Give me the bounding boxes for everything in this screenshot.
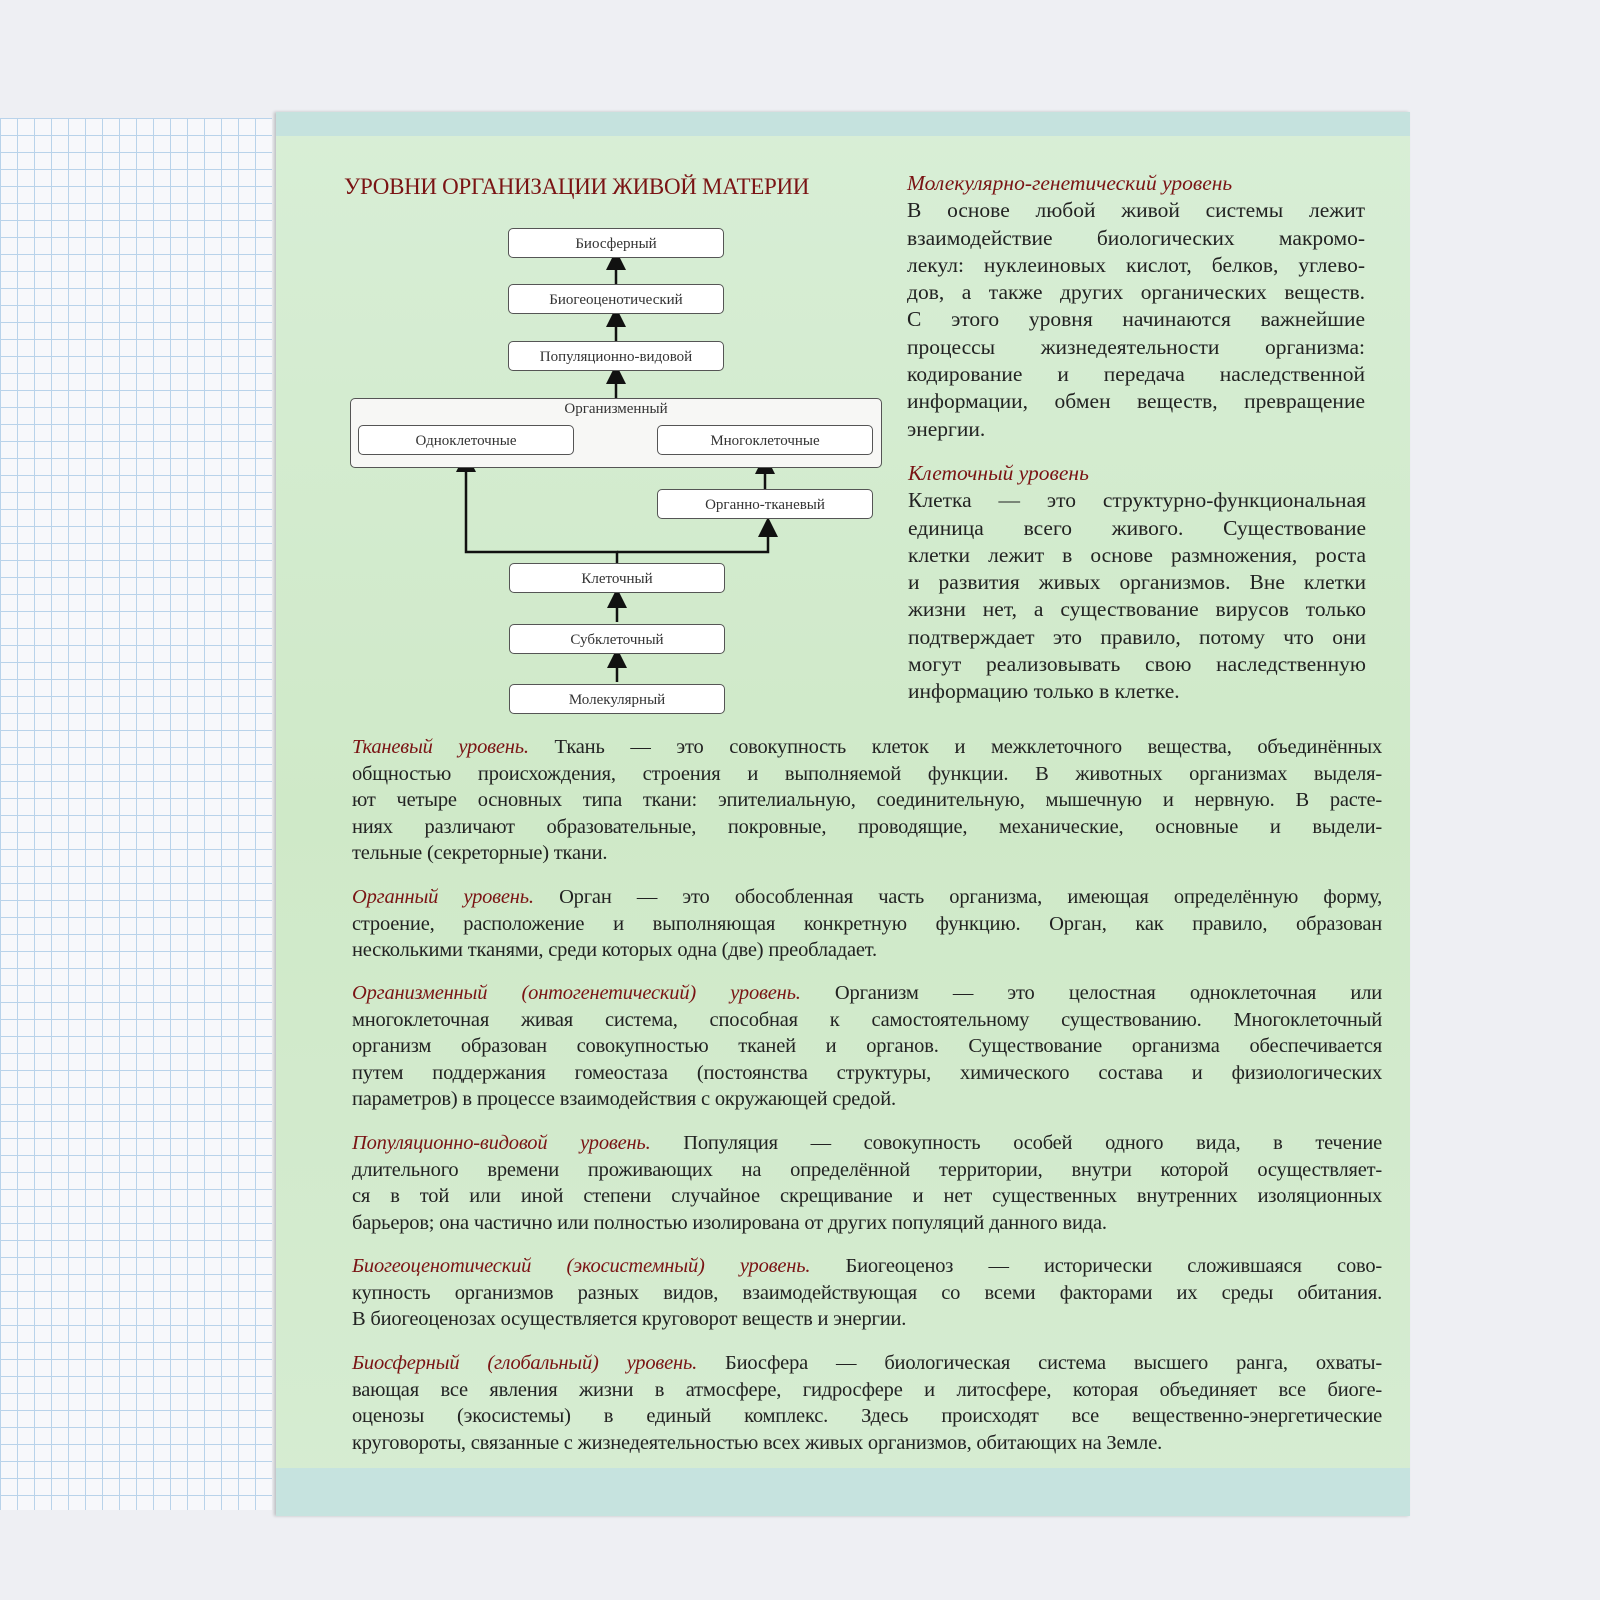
line-text: ся в той или иной степени случайное скрещивание и нет существенных внутренних изоляционных (352, 1185, 1382, 1207)
line-text: Биогеоценоз — исторически сложившаяся сово- (810, 1255, 1383, 1277)
line-text: ют четыре основных типа ткани: эпителиальную, соединительную, мышечную и нервную. В расте- (352, 789, 1382, 811)
text-line (352, 1210, 1382, 1237)
text-line (352, 1280, 1382, 1307)
text-line: В основе любой живой системы лежит (907, 198, 1365, 223)
level-cellular: Клеточный (509, 563, 725, 593)
text-line: лекул: нуклеиновых кислот, белков, углево- (907, 252, 1365, 277)
section-biosphere (352, 1350, 1382, 1456)
line-text: тельные (секреторные) ткани. (352, 842, 608, 864)
section-population (352, 1130, 1382, 1236)
section-organ (352, 884, 1382, 964)
line-text: вающая все явления жизни в атмосфере, гидросфере и литосфере, которая объединяет все биоге- (352, 1378, 1382, 1401)
text-line (352, 911, 1382, 938)
line-text: оценозы (экосистемы) в единый комплекс. Здесь происходят все вещественно-энергетические (352, 1405, 1382, 1427)
line-text: В биогеоценозах осуществляется круговорот веществ и энергии. (352, 1308, 907, 1330)
level-molecular: Молекулярный (509, 684, 725, 714)
line-text: строение, расположение и выполняющая конкретную функцию. Орган, как правило, образован (352, 912, 1382, 935)
text-line (352, 787, 1382, 814)
text-line: и развития живых организмов. Вне клетки (908, 570, 1366, 595)
section-molecular-genetic (907, 170, 1365, 443)
line-text: длительного времени проживающих на определённой территории, внутри которой осуществляет- (352, 1158, 1382, 1181)
text-line (352, 761, 1382, 788)
section-tissue (352, 734, 1382, 867)
text-line: информацию только в клетке. (908, 679, 1180, 704)
text-line (352, 1183, 1382, 1210)
text-line: клетки лежит в основе размножения, роста (908, 542, 1366, 567)
level-population: Популяционно-видовой (508, 341, 724, 371)
text-line (352, 1403, 1382, 1430)
text-line (352, 1430, 1382, 1457)
level-subcellular: Субклеточный (509, 624, 725, 654)
level-organ-tissue: Органно-тканевый (657, 489, 873, 519)
section-cellular (908, 460, 1366, 706)
line-text: многоклеточная живая система, способная к самостоятельному существованию. Многоклеточный (352, 1008, 1382, 1031)
line-text: ниях различают образовательные, покровные, проводящие, механические, основные и выдели- (352, 815, 1382, 838)
section-heading: Организменный (онтогенетический) уровень. (352, 982, 801, 1004)
line-text: общностью происхождения, строения и выполняемой функции. В животных организмах выделя- (352, 762, 1382, 785)
level-biogeocenotic: Биогеоценотический (508, 284, 724, 314)
line-text: барьеров; она частично или полностью изолирована от других популяций данного вида. (352, 1211, 1107, 1234)
section-heading: Молекулярно-генетический уровень (907, 171, 1233, 195)
line-text: Орган — это обособленная часть организма, имеющая определённую форму, (533, 886, 1382, 908)
line-text: Ткань — это совокупность клеток и межклеточного вещества, объединённых (528, 736, 1382, 758)
text-line (352, 734, 1382, 761)
line-text: Организм — это целостная одноклеточная или (800, 982, 1382, 1004)
text-line (352, 980, 1382, 1007)
section-heading: Популяционно-видовой уровень. (352, 1132, 651, 1154)
line-text: организм образован совокупностью тканей и органов. Существование организма обеспечивается (352, 1035, 1382, 1057)
line-text: круговороты, связанные с жизнедеятельностью всех живых организмов, обитающих на Земле. (352, 1431, 1163, 1454)
line-text: Популяция — совокупность особей одного вида, в течение (650, 1132, 1382, 1154)
text-line: жизни нет, а существование вирусов только (908, 597, 1366, 622)
level-multicellular: Многоклеточные (657, 425, 873, 455)
line-text: несколькими тканями, среди которых одна (две) преобладает. (352, 939, 877, 961)
page-title: УРОВНИ ОРГАНИЗАЦИИ ЖИВОЙ МАТЕРИИ (344, 174, 810, 199)
text-line: Клетка — это структурно-функциональная (908, 488, 1366, 513)
text-line (352, 1377, 1382, 1404)
text-line: могут реализовывать свою наследственную (908, 652, 1366, 677)
text-line (352, 884, 1382, 911)
text-line: единица всего живого. Существование (908, 515, 1366, 540)
section-heading: Тканевый уровень. (352, 736, 529, 758)
text-line (352, 1350, 1382, 1377)
text-line (352, 1033, 1382, 1060)
text-line (352, 1130, 1382, 1157)
text-line (352, 937, 1382, 964)
section-heading: Клеточный уровень (908, 461, 1089, 485)
level-unicellular: Одноклеточные (358, 425, 574, 455)
text-line (352, 1060, 1382, 1087)
text-line: информации, обмен веществ, превращение (907, 389, 1365, 414)
section-biogeocenotic (352, 1253, 1382, 1333)
text-line (352, 814, 1382, 841)
level-biosphere: Биосферный (508, 228, 724, 258)
text-line (352, 840, 1382, 867)
section-heading: Биосферный (глобальный) уровень. (352, 1352, 698, 1374)
text-line: подтверждает это правило, потому что они (908, 624, 1366, 649)
section-organism (352, 980, 1382, 1113)
text-line (352, 1306, 1382, 1333)
text-line (352, 1007, 1382, 1034)
text-line (352, 1157, 1382, 1184)
line-text: Биосфера — биологическая система высшего ранга, охваты- (697, 1352, 1382, 1374)
section-heading: Биогеоценотический (экосистемный) уровень. (352, 1255, 811, 1277)
text-line: взаимодействие биологических макромо- (907, 225, 1365, 250)
line-text: путем поддержания гомеостаза (постоянства структуры, химического состава и физиологических (352, 1061, 1382, 1084)
line-text: параметров) в процессе взаимодействия с окружающей средой. (352, 1088, 896, 1110)
text-line: энергии. (907, 416, 986, 441)
text-line: кодирование и передача наследственной (907, 362, 1365, 387)
organism-label: Организменный (564, 401, 668, 417)
text-line (352, 1253, 1382, 1280)
line-text: купность организмов разных видов, взаимодействующая со всеми факторами их среды обитания. (352, 1281, 1382, 1304)
section-heading: Органный уровень. (352, 886, 534, 908)
text-line (352, 1086, 1382, 1113)
text-line: процессы жизнедеятельности организма: (907, 334, 1365, 359)
text-line: дов, а также других органических веществ. (907, 280, 1365, 305)
text-line: С этого уровня начинаются важнейшие (907, 307, 1365, 332)
